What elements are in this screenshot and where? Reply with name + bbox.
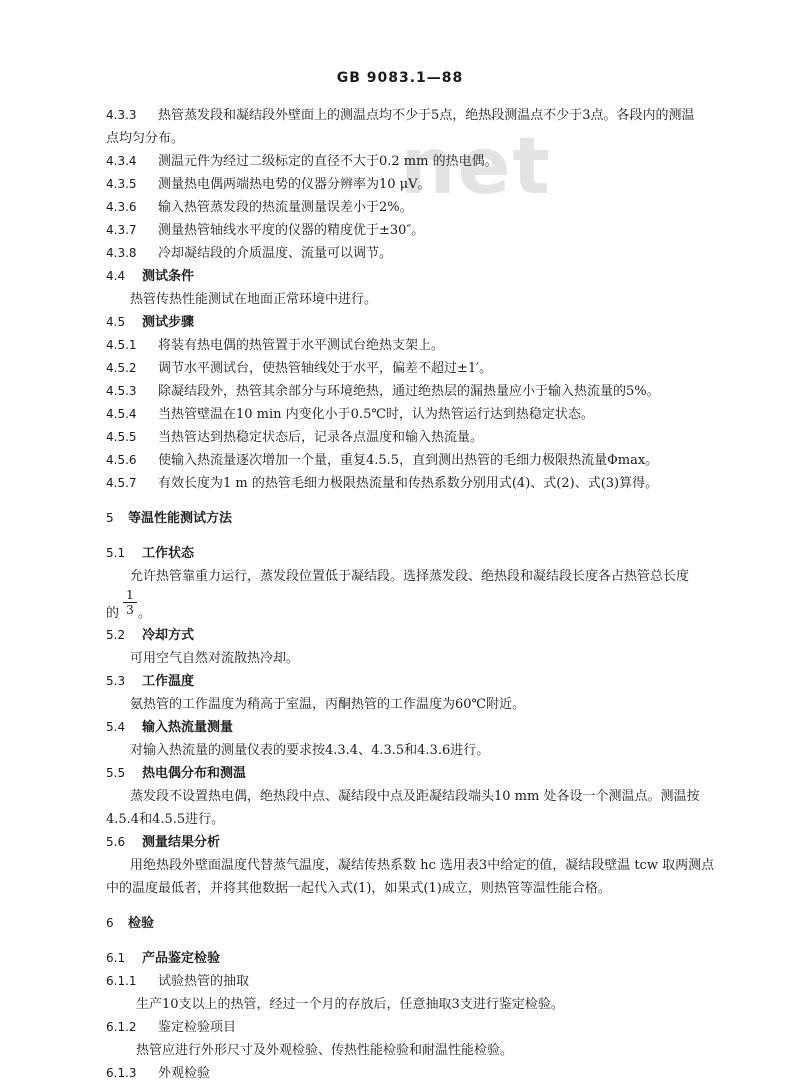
clause-number: 5.6 [106, 835, 126, 849]
subsection-heading [106, 542, 746, 565]
line-text: 对输入热流量的测量仪表的要求按4.3.4、4.3.5和4.3.6进行。 [130, 743, 490, 758]
clause-number: 4.3.7 [106, 223, 137, 237]
clause-number: 4.5.3 [106, 384, 137, 398]
clause-item [106, 150, 746, 173]
watermark-text: net [400, 122, 552, 212]
clause-item [106, 173, 746, 196]
line-text: 工作状态 [142, 546, 195, 561]
clause-item [106, 380, 746, 403]
clause-item [106, 357, 746, 380]
clause-number: 4.5.2 [106, 361, 137, 375]
subsection-heading [106, 762, 746, 785]
clause-number: 6.1.2 [106, 1020, 137, 1034]
clause-number: 4.5.1 [106, 338, 137, 352]
paragraph-line [106, 739, 746, 762]
line-text: 当热管达到热稳定状态后，记录各点温度和输入热流量。 [158, 430, 484, 445]
line-text: 冷却方式 [142, 628, 195, 643]
clause-number: 4.5.7 [106, 476, 137, 490]
line-text: 将装有热电偶的热管置于水平测试台绝热支架上。 [158, 338, 445, 353]
paragraph-line [106, 565, 746, 588]
line-text: 4.5.4和4.5.5进行。 [106, 812, 225, 827]
subsection-heading [106, 624, 746, 647]
clause-number: 5 [106, 511, 114, 525]
paragraph-line [106, 808, 746, 831]
clause-number: 5.2 [106, 628, 126, 642]
fraction-denominator: 3 [126, 603, 134, 617]
clause-number: 6 [106, 916, 114, 930]
line-text: 等温性能测试方法 [128, 511, 233, 526]
subsection-heading [106, 311, 746, 334]
section-heading [106, 912, 746, 935]
line-text: 用绝热段外壁面温度代替蒸气温度，凝结传热系数 hc 选用表3中给定的值，凝结段壁温 tcw 取两测点 [130, 858, 715, 873]
paragraph-line [106, 647, 746, 670]
clause-item [106, 970, 746, 993]
section-gap [106, 900, 746, 912]
section-gap [106, 530, 746, 542]
clause-number: 4.3.6 [106, 200, 137, 214]
paragraph-line [106, 288, 746, 311]
clause-item [106, 196, 746, 219]
line-text: 冷却凝结段的介质温度、流量可以调节。 [158, 246, 393, 261]
line-text: 测试条件 [142, 269, 195, 284]
paragraph-line [106, 993, 746, 1016]
line-text: 除凝结段外，热管其余部分与环境绝热，通过绝热层的漏热量应小于输入热流量的5%。 [158, 384, 660, 399]
clause-item [106, 104, 746, 127]
paragraph-line [106, 1039, 746, 1062]
line-text: 测试步骤 [142, 315, 195, 330]
line-text: 中的温度最低者，并将其他数据一起代入式(1)，如果式(1)成立，则热管等温性能合格。 [106, 881, 611, 896]
section-gap [106, 495, 746, 507]
clause-item [106, 334, 746, 357]
clause-item [106, 1062, 746, 1085]
clause-item [106, 426, 746, 449]
subsection-heading [106, 947, 746, 970]
subsection-heading [106, 831, 746, 854]
page-header: GB 9083.1—88 [336, 70, 464, 86]
paragraph-line [106, 854, 746, 877]
line-text: 测量热电偶两端热电势的仪器分辨率为10 μV。 [158, 177, 431, 192]
fraction-numerator: 1 [123, 588, 137, 603]
clause-number: 5.5 [106, 766, 126, 780]
clause-number: 6.1.1 [106, 974, 137, 988]
fraction-prefix: 的 [106, 606, 120, 621]
clause-number: 5.3 [106, 674, 126, 688]
line-text: 测温元件为经过二级标定的直径不大于0.2 mm 的热电偶。 [158, 154, 498, 169]
clause-item [106, 472, 746, 495]
clause-number: 4.3.4 [106, 154, 137, 168]
line-text: 热电偶分布和测温 [142, 766, 247, 781]
subsection-heading [106, 716, 746, 739]
line-text: 可用空气自然对流散热冷却。 [130, 651, 300, 666]
clause-number: 4.4 [106, 269, 126, 283]
clause-number: 6.1.3 [106, 1066, 137, 1080]
clause-number: 4.5 [106, 315, 126, 329]
line-text: 有效长度为1 m 的热管毛细力极限热流量和传热系数分别用式(4)、式(2)、式(3)算得。 [158, 476, 659, 491]
line-text: 鉴定检验项目 [158, 1020, 237, 1035]
clause-number: 4.5.6 [106, 453, 137, 467]
line-text: 产品鉴定检验 [142, 951, 221, 966]
subsection-heading [106, 670, 746, 693]
clause-number: 5.1 [106, 546, 126, 560]
clause-number: 4.3.8 [106, 246, 137, 260]
line-text: 热管蒸发段和凝结段外壁面上的测温点均不少于5点，绝热段测温点不少于3点。各段内的测温 [158, 108, 695, 123]
clause-item [106, 219, 746, 242]
clause-number: 4.3.5 [106, 177, 137, 191]
line-text: 测量结果分析 [142, 835, 221, 850]
fraction [123, 588, 137, 617]
line-text: 当热管壁温在10 min 内变化小于0.5℃时，认为热管运行达到热稳定状态。 [158, 407, 594, 422]
line-text: 使输入热流量逐次增加一个量，重复4.5.5，直到测出热管的毛细力极限热流量Φmax。 [158, 453, 659, 468]
line-text: 工作温度 [142, 674, 195, 689]
line-text: 生产10支以上的热管，经过一个月的存放后，任意抽取3支进行鉴定检验。 [136, 997, 564, 1012]
line-text: 热管应进行外形尺寸及外观检验、传热性能检验和耐温性能检验。 [136, 1043, 514, 1058]
line-text: 外观检验 [158, 1066, 211, 1081]
line-text: 检验 [128, 916, 155, 931]
paragraph-line [106, 785, 746, 808]
line-text: 蒸发段不设置热电偶，绝热段中点、凝结段中点及距凝结段端头10 mm 处各设一个测温点。测温按 [130, 789, 700, 804]
clause-number: 4.5.4 [106, 407, 137, 421]
line-text: 调节水平测试台，使热管轴线处于水平，偏差不超过±1′。 [158, 361, 493, 376]
paragraph-line [106, 877, 746, 900]
document-body [106, 104, 746, 1085]
paragraph-line [106, 693, 746, 716]
clause-item [106, 403, 746, 426]
clause-item [106, 242, 746, 265]
clause-number: 4.3.3 [106, 108, 137, 122]
line-text: 试验热管的抽取 [158, 974, 250, 989]
line-text: 输入热管蒸发段的热流量测量误差小于2%。 [158, 200, 413, 215]
clause-number: 4.5.5 [106, 430, 137, 444]
line-text: 测量热管轴线水平度的仪器的精度优于±30″。 [158, 223, 425, 238]
line-text: 氨热管的工作温度为稍高于室温，丙酮热管的工作温度为60℃附近。 [130, 697, 526, 712]
paragraph-line [106, 127, 746, 150]
clause-item [106, 1016, 746, 1039]
clause-item [106, 449, 746, 472]
subsection-heading [106, 265, 746, 288]
section-gap [106, 935, 746, 947]
fraction-line [106, 588, 746, 624]
line-text: 输入热流量测量 [142, 720, 234, 735]
section-heading [106, 507, 746, 530]
line-text: 点均匀分布。 [106, 131, 185, 146]
clause-number: 5.4 [106, 720, 126, 734]
fraction-suffix: 。 [138, 606, 152, 621]
line-text: 热管传热性能测试在地面正常环境中进行。 [130, 292, 378, 307]
clause-number: 6.1 [106, 951, 126, 965]
line-text: 允许热管靠重力运行，蒸发段位置低于凝结段。选择蒸发段、绝热段和凝结段长度各占热管总长度 [130, 569, 690, 584]
